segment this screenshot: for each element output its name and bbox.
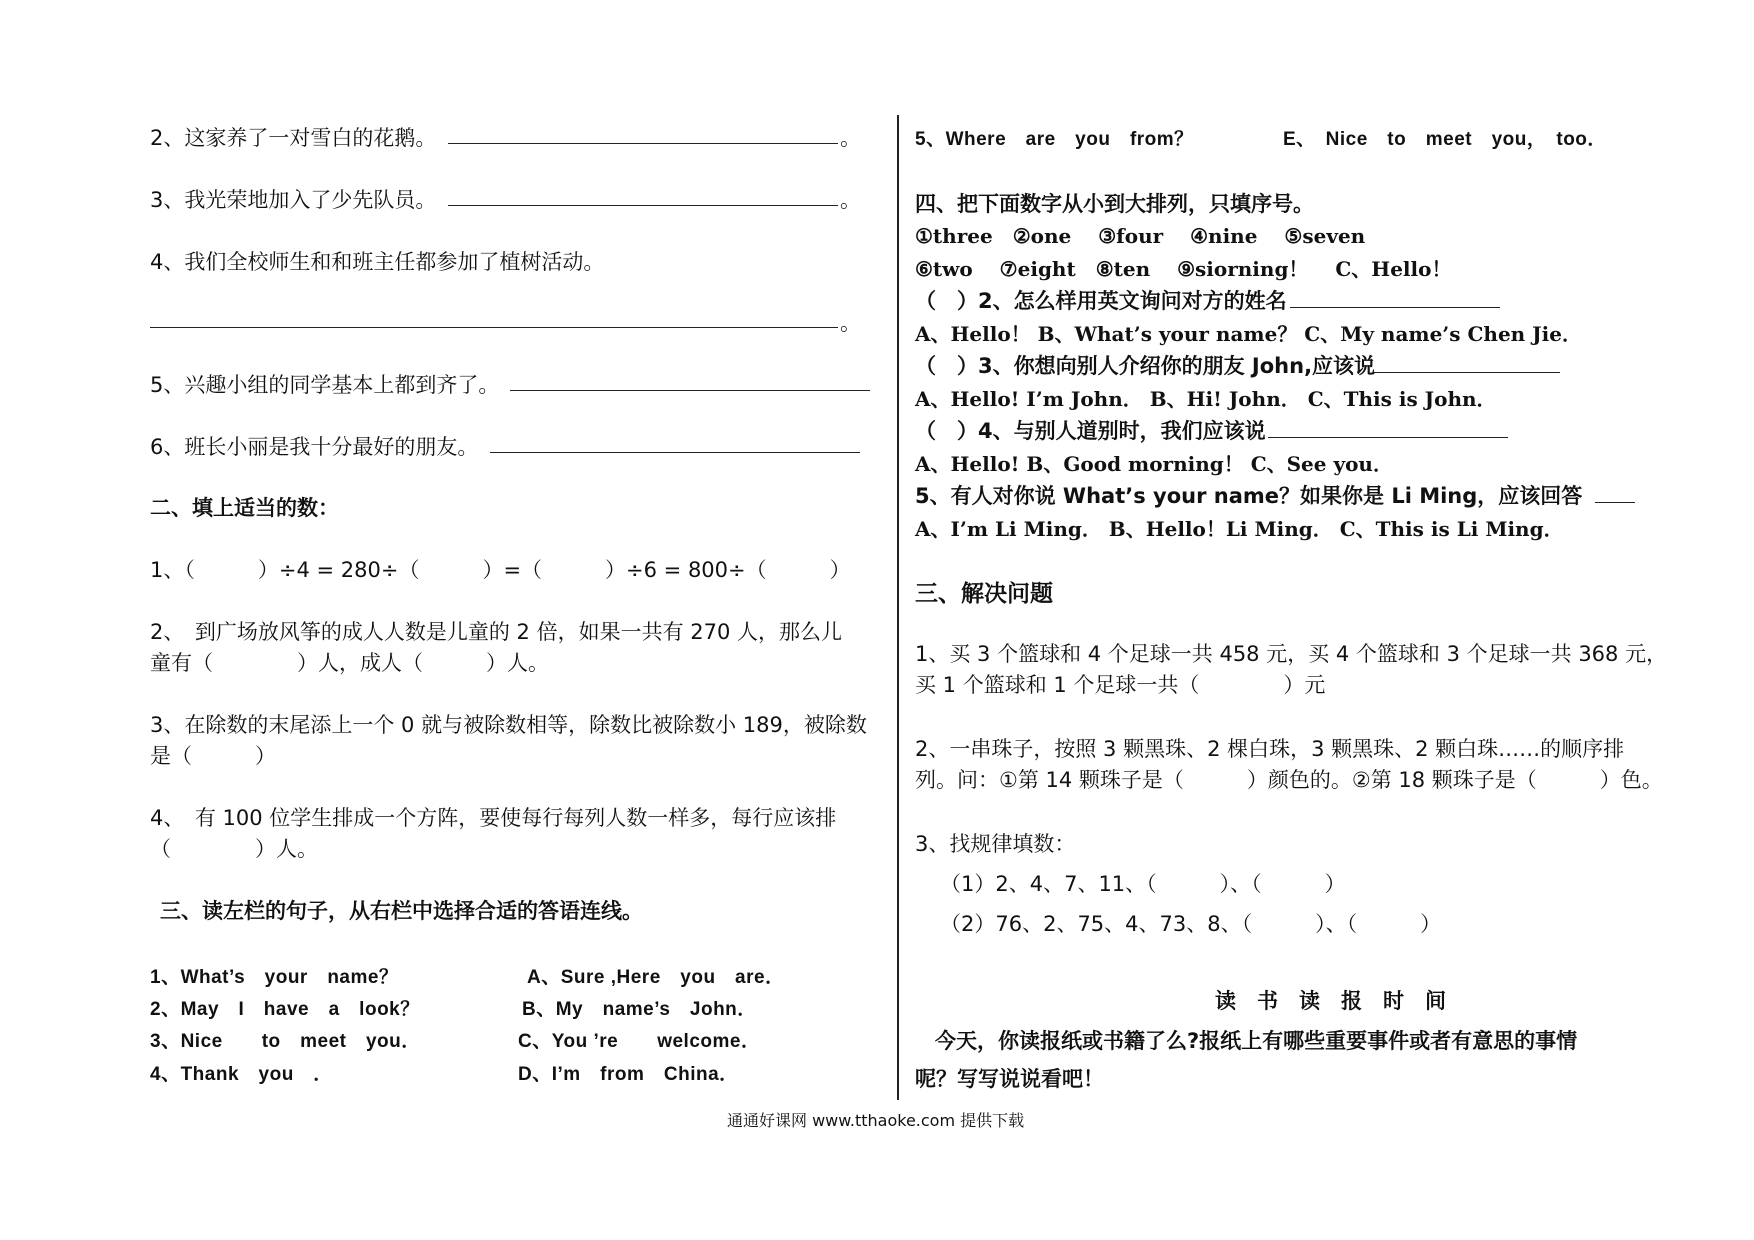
- sentence-4: 4、我们全校师生和和班主任都参加了植树活动。: [150, 250, 605, 274]
- question-4-options: A、Hello! B、Good morning！ C、See you．: [915, 452, 1393, 476]
- answer-line-q3[interactable]: [1372, 372, 1560, 373]
- match-right-c: C、You ’re welcome．: [518, 1031, 761, 1052]
- fill-4-line2: （ ）人。: [150, 837, 318, 861]
- answer-line-2[interactable]: [448, 143, 838, 144]
- sentence-3: 3、我光荣地加入了少先队员。: [150, 188, 437, 212]
- answer-line-6[interactable]: [490, 452, 860, 453]
- reading-title: 读 书 读 报 时 间: [1215, 989, 1446, 1013]
- problem-3-a: （1）2、4、7、11、（ ）、（ ）: [940, 872, 1346, 896]
- answer-line-q5[interactable]: [1595, 502, 1635, 503]
- problem-3-b: （2）76、2、75、4、73、8、（ ）、（ ）: [940, 912, 1442, 936]
- reading-line-1: 今天，你读报纸或书籍了么?报纸上有哪些重要事件或者有意思的事情: [935, 1029, 1578, 1053]
- problem-1-line2: 买 1 个篮球和 1 个足球一共（ ）元: [915, 673, 1326, 697]
- answer-line-5[interactable]: [510, 390, 870, 391]
- match-left-4: 4、Thank you ．: [150, 1064, 333, 1085]
- question-5-options: A、I’m Li Ming． B、Hello！Li Ming． C、This is Li Ming．: [915, 517, 1564, 541]
- match-right-b: B、My name’s John．: [522, 999, 757, 1020]
- match-left-3: 3、Nice to meet you．: [150, 1031, 421, 1052]
- problem-3: 3、找规律填数：: [915, 832, 1076, 856]
- question-5: 5、有人对你说 What’s your name？如果你是 Li Ming，应该回答: [915, 484, 1583, 508]
- fill-1: 1、（ ）÷4 = 280÷（ ）=（ ）÷6 = 800÷（ ）: [150, 558, 851, 582]
- section-2-title: 二、填上适当的数：: [150, 496, 339, 520]
- sentence-6: 6、班长小丽是我十分最好的朋友。: [150, 435, 479, 459]
- question-3-options: A、Hello! I’m John． B、Hi! John． C、This is John．: [915, 387, 1497, 411]
- line-end-3: 。: [840, 188, 861, 212]
- section-4-title: 四、把下面数字从小到大排列，只填序号。: [915, 192, 1314, 216]
- problem-2-line1: 2、一串珠子，按照 3 颗黑珠、2 棵白珠，3 颗黑珠、2 颗白珠……的顺序排: [915, 737, 1625, 761]
- line-end-4: 。: [840, 311, 861, 335]
- problem-1-line1: 1、买 3 个篮球和 4 个足球一共 458 元，买 4 个篮球和 3 个足球一共 368 元，: [915, 642, 1668, 666]
- question-4: （ ）4、与别人道别时，我们应该说: [915, 419, 1266, 443]
- match-left-5: 5、Where are you from？: [915, 129, 1194, 150]
- answer-line-4[interactable]: [150, 327, 838, 328]
- numbers-row-2: ⑥two ⑦eight ⑧ten ⑨siorning！ C、Hello！: [915, 257, 1452, 281]
- question-2-options: A、Hello！ B、What’s your name？ C、My name’s Chen Jie．: [915, 322, 1582, 346]
- match-right-d: D、I’m from China．: [518, 1064, 739, 1085]
- section-3-solve-title: 三、解决问题: [915, 581, 1053, 607]
- answer-line-3[interactable]: [448, 205, 838, 206]
- answer-line-q2[interactable]: [1290, 307, 1500, 308]
- match-left-2: 2、May I have a look？: [150, 999, 420, 1020]
- answer-line-q4[interactable]: [1268, 437, 1508, 438]
- fill-3-line1: 3、在除数的末尾添上一个 0 就与被除数相等，除数比被除数小 189，被除数: [150, 713, 867, 737]
- footer-source: 通通好课网 www.tthaoke.com 提供下载: [727, 1111, 1025, 1130]
- match-left-1: 1、What’s your name？: [150, 967, 399, 988]
- line-end-2: 。: [840, 126, 861, 150]
- question-2: （ ）2、怎么样用英文询问对方的姓名: [915, 289, 1287, 313]
- match-right-a: A、Sure ,Here you are．: [527, 967, 785, 988]
- problem-2-line2: 列。问：①第 14 颗珠子是（ ）颜色的。②第 18 颗珠子是（ ）色。: [915, 768, 1663, 792]
- match-right-e: E、 Nice to meet you， too．: [1283, 129, 1607, 150]
- fill-3-line2: 是（ ）: [150, 744, 276, 768]
- sentence-5: 5、兴趣小组的同学基本上都到齐了。: [150, 373, 500, 397]
- sentence-2: 2、这家养了一对雪白的花鹅。: [150, 126, 437, 150]
- numbers-row-1: ①three ②one ③four ④nine ⑤seven: [915, 224, 1366, 248]
- fill-2-line1: 2、 到广场放风筝的成人人数是儿童的 2 倍，如果一共有 270 人，那么儿: [150, 620, 843, 644]
- reading-line-2: 呢？写写说说看吧！: [915, 1067, 1104, 1091]
- fill-2-line2: 童有（ ）人，成人（ ）人。: [150, 651, 549, 675]
- section-3-title: 三、读左栏的句子，从右栏中选择合适的答语连线。: [160, 899, 643, 923]
- column-divider: [897, 115, 899, 1100]
- question-3: （ ）3、你想向别人介绍你的朋友 John,应该说: [915, 354, 1376, 378]
- fill-4-line1: 4、 有 100 位学生排成一个方阵，要使每行每列人数一样多，每行应该排: [150, 806, 837, 830]
